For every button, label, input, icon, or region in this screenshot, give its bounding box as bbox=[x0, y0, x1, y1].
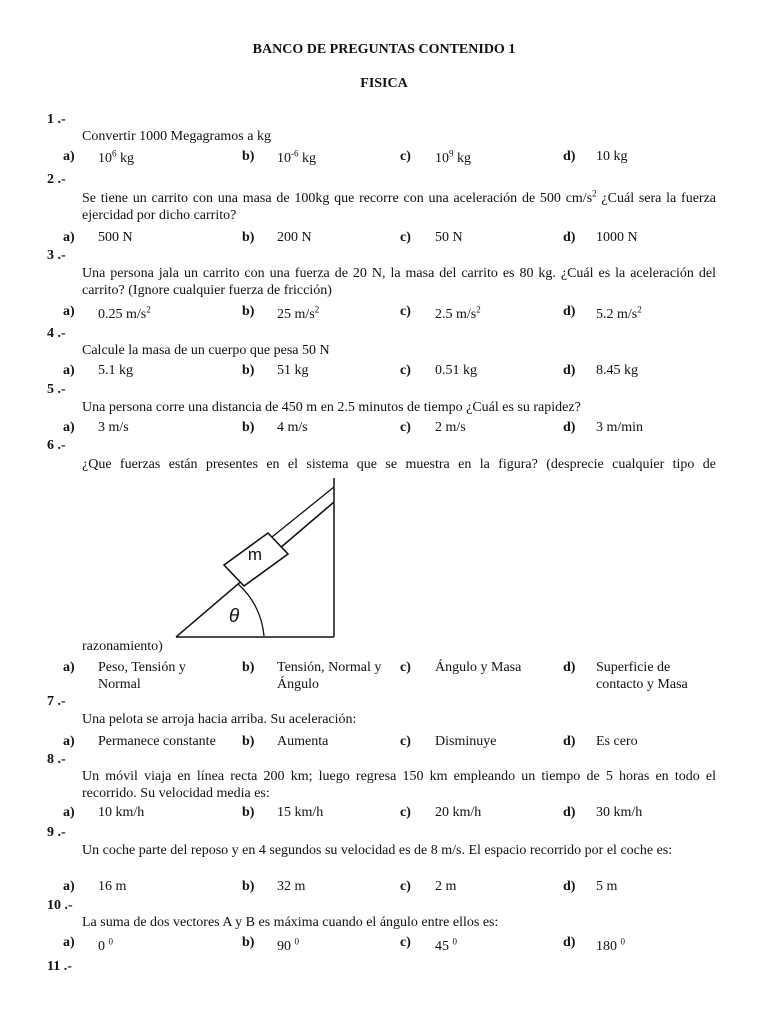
question-1-number: 1 .- bbox=[47, 112, 66, 127]
question-6-number: 6 .- bbox=[47, 438, 66, 453]
question-4-text: Calcule la masa de un cuerpo que pesa 50 N bbox=[82, 343, 330, 358]
question-6-text-tail: razonamiento) bbox=[82, 639, 163, 654]
rope-upper bbox=[272, 487, 334, 537]
question-8-text: Un móvil viaja en línea recta 200 km; luego regresa 150 km empleando un tiempo de 5 horas en todo el recorrido. Su velocidad media es: bbox=[82, 769, 716, 801]
question-11-number: 11 .- bbox=[47, 959, 72, 974]
angle-label: θ bbox=[228, 606, 240, 627]
mass-block bbox=[224, 533, 288, 586]
question-3-number: 3 .- bbox=[47, 248, 66, 263]
question-9-number: 9 .- bbox=[47, 825, 66, 840]
question-5-text: Una persona corre una distancia de 450 m en 2.5 minutos de tiempo ¿Cuál es su rapidez? bbox=[82, 400, 581, 415]
question-3-text: Una persona jala un carrito con una fuerza de 20 N, la masa del carrito es 80 kg. ¿Cuál es la aceleración del carrito? (Ignore cualquier fuerza de fricción) bbox=[82, 266, 716, 298]
question-8-number: 8 .- bbox=[47, 752, 66, 767]
question-4-number: 4 .- bbox=[47, 326, 66, 341]
question-6-text: ¿Que fuerzas están presentes en el sistema que se muestra en la figura? (desprecie cualquier tipo de bbox=[82, 457, 716, 472]
question-2-text: Se tiene un carrito con una masa de 100kg que recorre con una aceleración de 500 $cm/s^2$ ¿Cuál sera la fuerza ejercidad por dicho carrito? bbox=[82, 188, 717, 223]
question-7-number: 7 .- bbox=[47, 694, 66, 709]
question-9-text: Un coche parte del reposo y en 4 segundos su velocidad es de 8 m/s. El espacio recorrido por el coche es: bbox=[82, 843, 673, 858]
question-5-number: 5 .- bbox=[47, 382, 66, 397]
document-subtitle: FISICA bbox=[360, 76, 408, 91]
mass-label: m bbox=[247, 545, 263, 564]
document-title: BANCO DE PREGUNTAS CONTENIDO 1 bbox=[252, 42, 516, 57]
angle-arc bbox=[238, 584, 264, 636]
question-7-text: Una pelota se arroja hacia arriba. Su aceleración: bbox=[82, 712, 357, 727]
incline-figure bbox=[172, 470, 372, 645]
question-10-text: La suma de dos vectores A y B es máxima cuando el ángulo entre ellos es: bbox=[82, 915, 499, 930]
question-10-number: 10 .- bbox=[47, 898, 73, 913]
question-2-number: 2 .- bbox=[47, 172, 66, 187]
question-1-text: Convertir 1000 Megagramos a kg bbox=[82, 129, 271, 144]
